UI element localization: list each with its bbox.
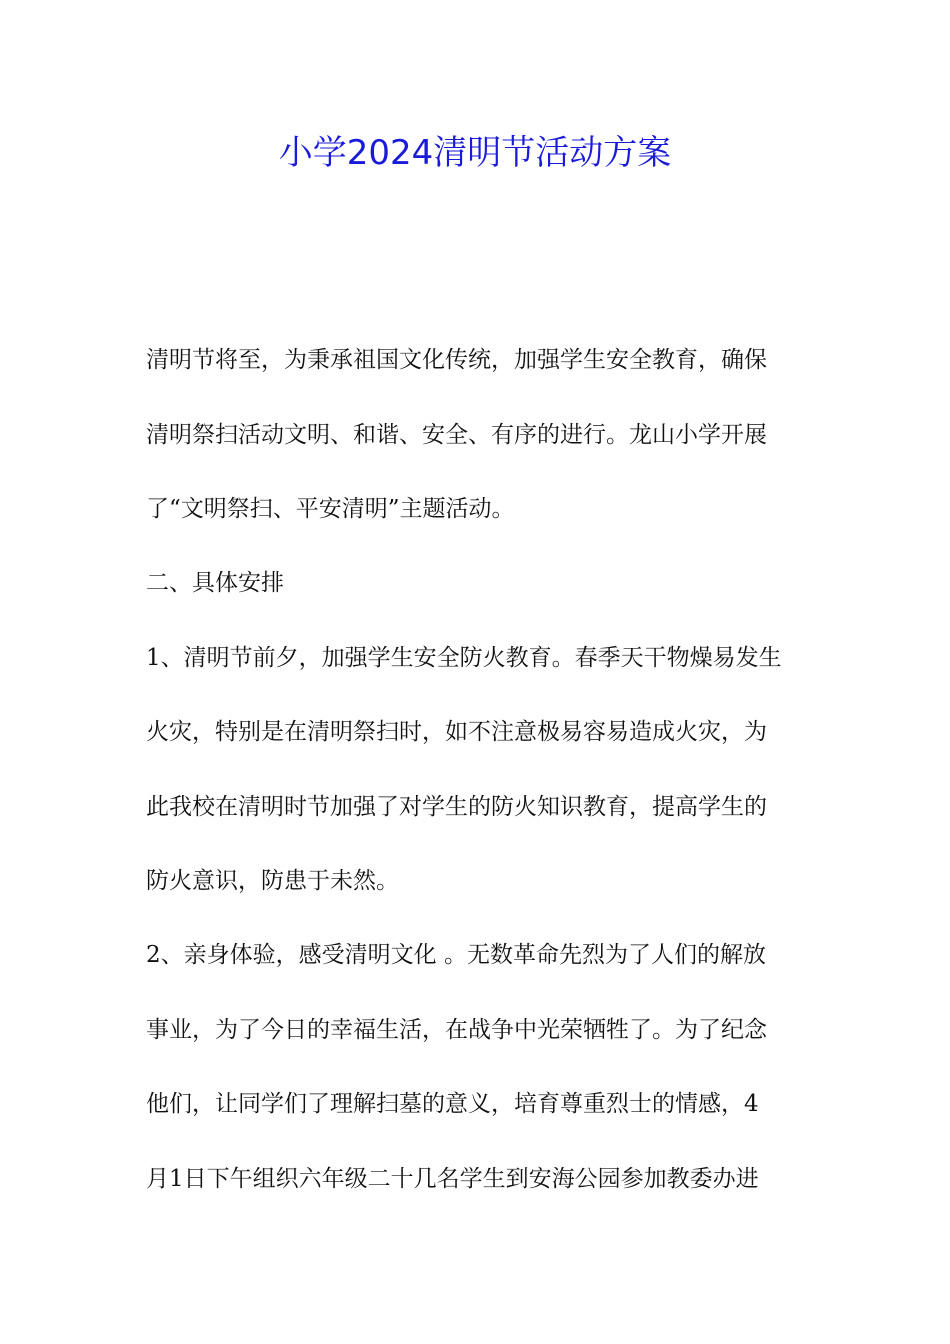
body-line: 1、清明节前夕，加强学生安全防火教育。春季天干物燥易发生 <box>146 645 782 671</box>
body-line: 火灾，特别是在清明祭扫时，如不注意极易容易造成火灾，为 <box>146 719 767 745</box>
body-line: 清明节将至，为秉承祖国文化传统，加强学生安全教育，确保 <box>146 347 767 373</box>
body-line: 2、亲身体验，感受清明文化 。无数革命先烈为了人们的解放 <box>146 942 766 968</box>
body-line: 他们，让同学们了理解扫墓的意义，培育尊重烈士的情感，4 <box>146 1091 759 1117</box>
body-line: 月1日下午组织六年级二十几名学生到安海公园参加教委办进 <box>146 1166 759 1192</box>
document-title: 小学2024清明节活动方案 <box>278 133 672 173</box>
body-line: 了“文明祭扫、平安清明”主题活动。 <box>146 496 515 522</box>
section-heading: 二、具体安排 <box>146 570 284 596</box>
body-line: 此我校在清明时节加强了对学生的防火知识教育，提高学生的 <box>146 794 767 820</box>
body-line: 防火意识，防患于未然。 <box>146 868 399 894</box>
body-line: 事业，为了今日的幸福生活，在战争中光荣牺牲了。为了纪念 <box>146 1017 767 1043</box>
body-line: 清明祭扫活动文明、和谐、安全、有序的进行。龙山小学开展 <box>146 422 767 448</box>
